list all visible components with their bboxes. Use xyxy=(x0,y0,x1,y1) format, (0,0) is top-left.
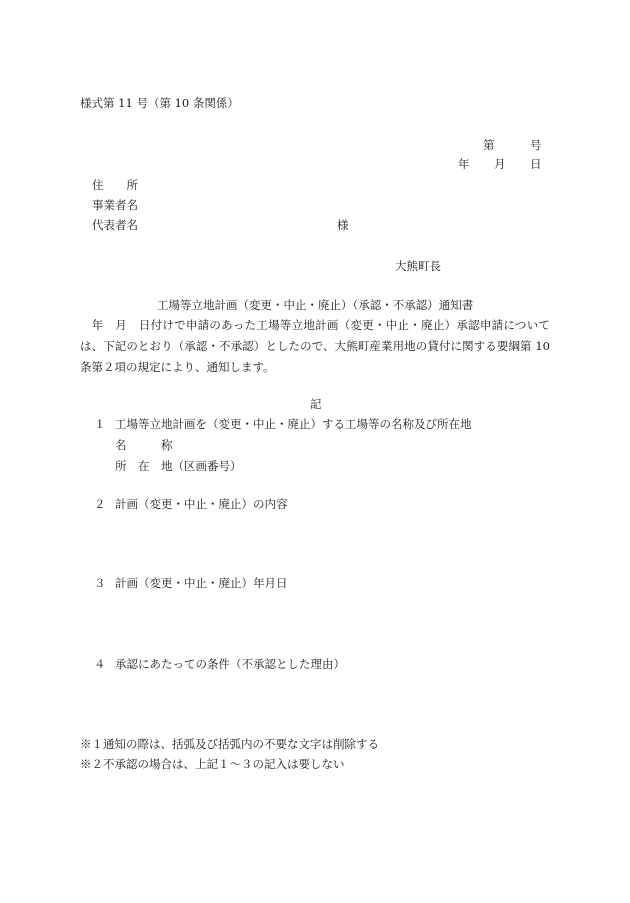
item-text: 計画（変更・中止・廃止）年月日 xyxy=(115,576,288,590)
item-1-location-label: 所 在 地（区画番号） xyxy=(115,459,242,473)
date-month: 月 xyxy=(494,157,506,171)
ki-heading: 記 xyxy=(310,397,322,411)
item-number: ２ xyxy=(94,497,106,511)
company-label: 事業者名 xyxy=(92,198,138,212)
item-number: ３ xyxy=(94,576,106,590)
number-go: 号 xyxy=(530,138,542,152)
note-1: ※１通知の際は、括弧及び括弧内の不要な文字は削除する xyxy=(80,737,379,751)
number-dai: 第 xyxy=(483,138,495,152)
date-year: 年 xyxy=(458,157,470,171)
sender: 大熊町長 xyxy=(395,259,441,273)
date-day: 日 xyxy=(530,157,542,171)
item-number: １ xyxy=(94,417,106,431)
honorific-sama: 様 xyxy=(337,218,349,232)
item-number: ４ xyxy=(94,657,106,671)
note-2: ※２不承認の場合は、上記１～３の記入は要しない xyxy=(80,757,345,771)
item-text: 工場等立地計画を（変更・中止・廃止）する工場等の名称及び所在地 xyxy=(115,417,472,431)
representative-label: 代表者名 xyxy=(92,218,138,232)
item-text: 承認にあたっての条件（不承認とした理由） xyxy=(115,657,345,671)
item-text: 計画（変更・中止・廃止）の内容 xyxy=(115,497,288,511)
item-1-name-label: 名 称 xyxy=(115,438,173,452)
address-label: 住 所 xyxy=(92,178,138,192)
document-title: 工場等立地計画（変更・中止・廃止）（承認・不承認）通知書 xyxy=(157,298,474,312)
body-paragraph: 年 月 日付けで申請のあった工場等立地計画（変更・中止・廃止）承認申請については、下記のとおり（承認・不承認）としたので、大熊町産業用地の貸付に関する要綱第 10 条第２項の規定により、通知します。 xyxy=(80,318,550,374)
form-label: 様式第 11 号（第 10 条関係） xyxy=(80,96,239,110)
